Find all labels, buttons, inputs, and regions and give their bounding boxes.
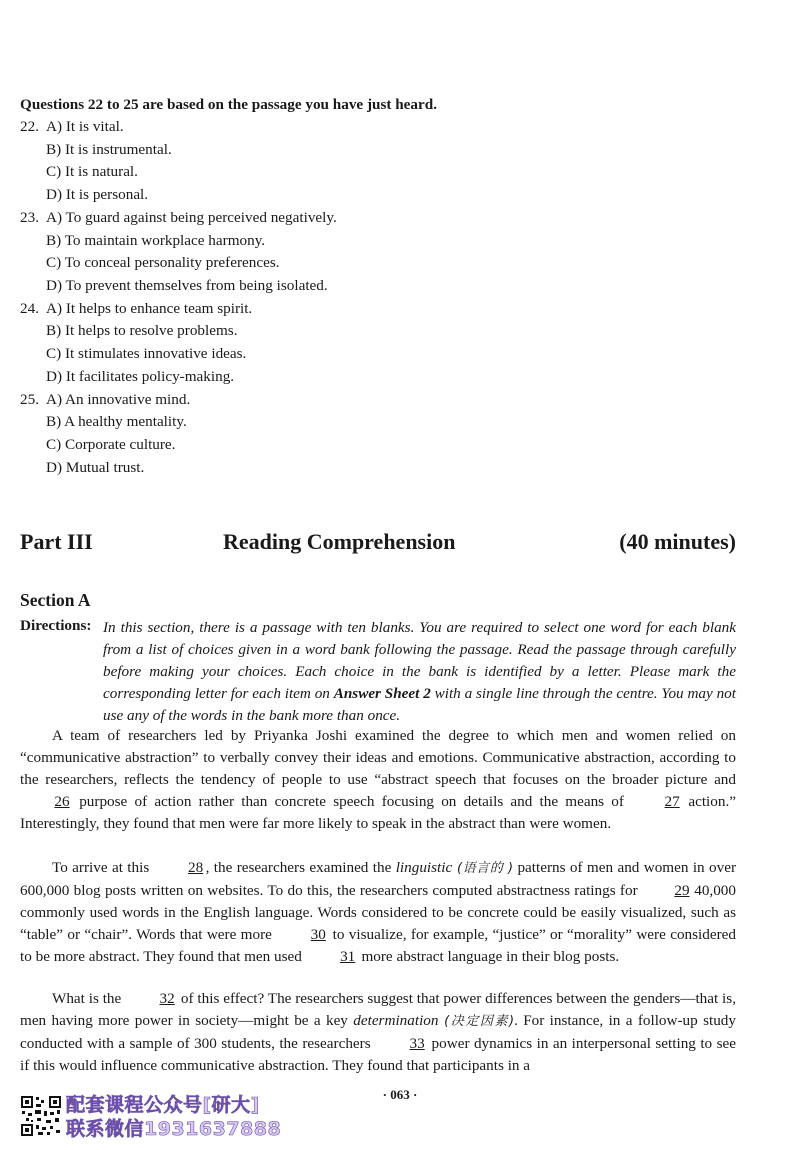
answer-sheet-ref: Answer Sheet 2 [333, 685, 431, 702]
option-d: D) To prevent themselves from being isolated. [46, 277, 328, 294]
qr-code-icon [20, 1095, 62, 1137]
blank-32: 32 [159, 990, 175, 1007]
passage-paragraph-2 [20, 857, 736, 968]
option-c: C) It is natural. [46, 163, 138, 180]
option-a: A) It helps to enhance team spirit. [46, 300, 253, 317]
text: power dynamics in an interpersonal setting to see if this would influence communicative abstraction. They found that participants in a [20, 1035, 736, 1074]
text: A team of researchers led by Priyanka Joshi examined the degree to which men and women relied on “communicative abstraction” to verbally convey their ideas and emotions. Communicative abstraction, according to the researchers, reflects the tendency of people to use “abstract speech that focuses on the broader picture and [20, 727, 736, 788]
question-number: 23. [20, 209, 39, 226]
question-number: 22. [20, 118, 39, 135]
option-c: C) To conceal personality preferences. [46, 254, 280, 271]
blank-30: 30 [310, 926, 326, 943]
page-number: · 063 · [382, 1087, 418, 1102]
option-d: D) It facilitates policy-making. [46, 368, 235, 385]
option-a: A) It is vital. [46, 118, 124, 135]
text: more abstract language in their blog posts. [357, 948, 620, 965]
text: action.” Interestingly, they found that men were far more likely to speak in the abstract than were women. [20, 793, 736, 832]
part-time: (40 minutes) [619, 529, 736, 554]
text: 40,000 commonly used words in the English language. Words considered to be concrete could be easily visualized, such as “table” or “chair”. Words that were more [20, 882, 736, 943]
question-number: 24. [20, 300, 39, 317]
text: To arrive at this [52, 859, 154, 876]
option-d: D) It is personal. [46, 186, 149, 203]
blank-33: 33 [409, 1035, 425, 1052]
blank-28: 28 [188, 859, 204, 876]
text: to visualize, for example, “justice” or “morality” were considered to be more abstract. They found that men used [20, 926, 736, 965]
chinese-gloss: (语言的 ) [452, 861, 514, 876]
option-c: C) It stimulates innovative ideas. [46, 345, 247, 362]
section-title: Section A [20, 590, 91, 610]
question-number: 25. [20, 391, 39, 408]
text: . For instance, in a follow-up study conducted with a sample of 300 students, the researchers [20, 1012, 736, 1052]
directions-text-1: In this section, there is a passage with ten blanks. You are required to select one word for each blank from a list of choices given in a word bank following the passage. Read the passage through carefully before making your choices. Each choice in the bank is identified by a letter. Please mark the corresponding letter for each item on [103, 619, 736, 702]
option-d: D) Mutual trust. [46, 459, 145, 476]
text: patterns of men and women in over 600,000 blog posts written on websites. To do this, the researchers computed abstractness ratings for [20, 859, 736, 899]
directions-text [103, 617, 736, 727]
option-c: C) Corporate culture. [46, 436, 176, 453]
blank-26: 26 [54, 793, 70, 810]
watermark-line-2: 联系微信1931637888 [66, 1118, 282, 1140]
option-b: B) A healthy mentality. [46, 413, 187, 430]
text: of this effect? The researchers suggest that power differences between the genders—that is, men having more power in society—might be a key [20, 990, 736, 1029]
directions-text-2: with a single line through the centre. You may not use any of the words in the bank more than once. [103, 685, 736, 724]
passage-paragraph-3 [20, 988, 736, 1077]
option-b: B) To maintain workplace harmony. [46, 232, 266, 249]
watermark-line-1: 配套课程公众号[研大] [66, 1094, 260, 1116]
option-a: A) An innovative mind. [46, 391, 191, 408]
option-a: A) To guard against being perceived negatively. [46, 209, 337, 226]
blank-27: 27 [664, 793, 680, 810]
blank-31: 31 [340, 948, 356, 965]
text: purpose of action rather than concrete speech focusing on details and the means of [72, 793, 632, 810]
part-title: Reading Comprehension [223, 529, 456, 554]
text: What is the [52, 990, 126, 1007]
questions-intro: Questions 22 to 25 are based on the passage you have just heard. [20, 96, 437, 113]
blank-29: 29 [674, 882, 690, 899]
chinese-gloss: (决定因素) [438, 1014, 515, 1029]
part-label: Part III [20, 529, 93, 554]
passage-paragraph-1 [20, 725, 736, 835]
term-determination: determination [353, 1012, 439, 1029]
text: , the researchers examined the [205, 859, 396, 876]
term-linguistic: linguistic [395, 859, 453, 876]
option-b: B) It helps to resolve problems. [46, 322, 238, 339]
option-b: B) It is instrumental. [46, 141, 172, 158]
directions-label: Directions: [20, 617, 92, 634]
